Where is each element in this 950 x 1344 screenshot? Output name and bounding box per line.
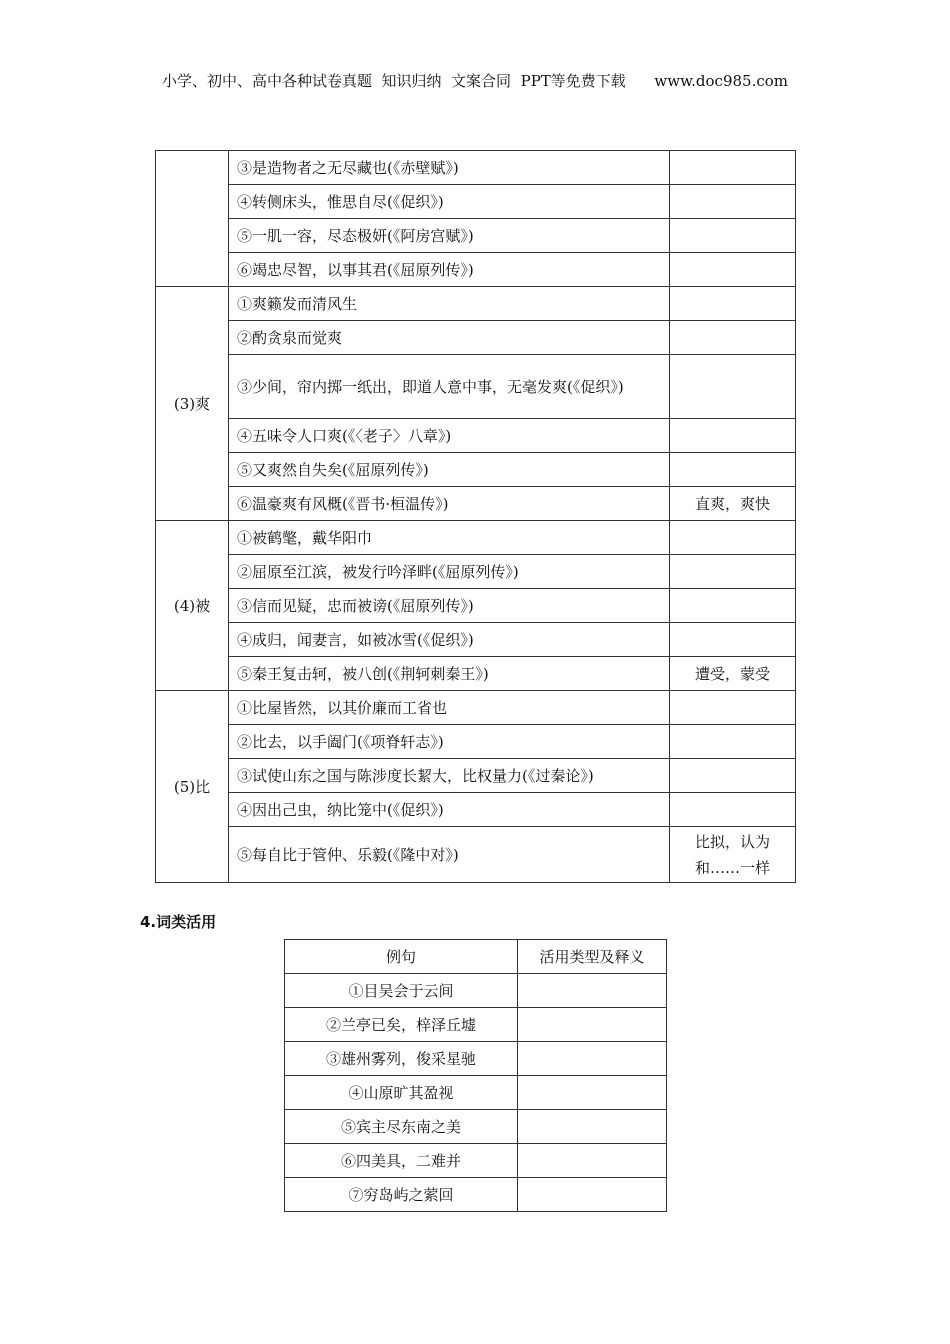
- example-sentence: ④成归，闻妻言，如被冰雪(《促织》): [229, 623, 670, 657]
- example-sentence: ⑥竭忠尽智，以事其君(《屈原列传》): [229, 253, 670, 287]
- example-sentence: ⑥四美具，二难并: [285, 1144, 518, 1178]
- column-header: 例句: [285, 940, 518, 974]
- answer-cell[interactable]: [670, 419, 796, 453]
- example-sentence: ①被鹤氅，戴华阳巾: [229, 521, 670, 555]
- example-sentence: ②比去，以手阖门(《项脊轩志》): [229, 725, 670, 759]
- table-row: [156, 589, 796, 623]
- table-row: [156, 555, 796, 589]
- answer-cell[interactable]: [670, 691, 796, 725]
- example-sentence: ①目吴会于云间: [285, 974, 518, 1008]
- answer-cell[interactable]: [670, 219, 796, 253]
- answer-cell[interactable]: [518, 1144, 667, 1178]
- table-row: [285, 1178, 667, 1212]
- example-sentence: ②兰亭已矣，梓泽丘墟: [285, 1008, 518, 1042]
- answer-cell[interactable]: [518, 1178, 667, 1212]
- table-row: [156, 521, 796, 555]
- table-row: [156, 453, 796, 487]
- table-row: [156, 793, 796, 827]
- answer-cell[interactable]: 遭受，蒙受: [670, 657, 796, 691]
- table-row: [156, 419, 796, 453]
- table-row: [285, 1076, 667, 1110]
- header-url: www.doc985.com: [654, 72, 788, 90]
- answer-cell[interactable]: [518, 1042, 667, 1076]
- example-sentence: ④因出己虫，纳比笼中(《促织》): [229, 793, 670, 827]
- table-row: [156, 355, 796, 419]
- example-sentence: ④五味令人口爽(《〈老子〉八章》): [229, 419, 670, 453]
- answer-cell[interactable]: [670, 253, 796, 287]
- example-sentence: ①爽籁发而清风生: [229, 287, 670, 321]
- answer-cell[interactable]: 比拟，认为和……一样: [670, 827, 796, 883]
- table-row: [156, 287, 796, 321]
- table-row: [285, 974, 667, 1008]
- table-row: [285, 1042, 667, 1076]
- table-row: [156, 691, 796, 725]
- example-sentence: ⑤秦王复击轲，被八创(《荆轲刺秦王》): [229, 657, 670, 691]
- vocabulary-table: [155, 150, 796, 883]
- answer-cell[interactable]: [670, 521, 796, 555]
- answer-cell[interactable]: 直爽，爽快: [670, 487, 796, 521]
- example-sentence: ④转侧床头，惟思自尽(《促织》): [229, 185, 670, 219]
- example-sentence: ⑤一肌一容，尽态极妍(《阿房宫赋》): [229, 219, 670, 253]
- example-sentence: ③信而见疑，忠而被谤(《屈原列传》): [229, 589, 670, 623]
- table-row: [156, 657, 796, 691]
- table-row: [156, 623, 796, 657]
- answer-cell[interactable]: [518, 1008, 667, 1042]
- column-header: 活用类型及释义: [518, 940, 667, 974]
- table-row: [156, 253, 796, 287]
- table-row: [156, 827, 796, 883]
- table-header-row: [285, 940, 667, 974]
- table-row: [285, 1110, 667, 1144]
- table-row: [285, 1144, 667, 1178]
- example-sentence: ⑤又爽然自失矣(《屈原列传》): [229, 453, 670, 487]
- table-row: [156, 487, 796, 521]
- answer-cell[interactable]: [670, 589, 796, 623]
- section-title: 4.词类活用: [140, 913, 217, 931]
- answer-cell[interactable]: [670, 287, 796, 321]
- example-sentence: ⑦穷岛屿之萦回: [285, 1178, 518, 1212]
- answer-cell[interactable]: [670, 623, 796, 657]
- answer-cell[interactable]: [670, 355, 796, 419]
- example-sentence: ③试使山东之国与陈涉度长絜大，比权量力(《过秦论》): [229, 759, 670, 793]
- table-row: [156, 151, 796, 185]
- page-header: [0, 70, 950, 91]
- table-row: [156, 219, 796, 253]
- answer-cell[interactable]: [670, 151, 796, 185]
- example-sentence: ⑤每自比于管仲、乐毅(《隆中对》): [229, 827, 670, 883]
- table-row: [156, 185, 796, 219]
- group-label: (4)被: [156, 521, 229, 691]
- table-row: [285, 1008, 667, 1042]
- example-sentence: ⑤宾主尽东南之美: [285, 1110, 518, 1144]
- example-sentence: ⑥温豪爽有风概(《晋书·桓温传》): [229, 487, 670, 521]
- table-row: [156, 759, 796, 793]
- group-label: (5)比: [156, 691, 229, 883]
- answer-cell[interactable]: [518, 1110, 667, 1144]
- answer-cell[interactable]: [518, 1076, 667, 1110]
- group-label: [156, 151, 229, 287]
- answer-cell[interactable]: [670, 185, 796, 219]
- example-sentence: ③少间，帘内掷一纸出，即道人意中事，无毫发爽(《促织》): [229, 355, 670, 419]
- example-sentence: ②屈原至江滨，被发行吟泽畔(《屈原列传》): [229, 555, 670, 589]
- example-sentence: ④山原旷其盈视: [285, 1076, 518, 1110]
- answer-cell[interactable]: [670, 321, 796, 355]
- answer-cell[interactable]: [670, 453, 796, 487]
- example-sentence: ③是造物者之无尽藏也(《赤壁赋》): [229, 151, 670, 185]
- header-text: 小学、初中、高中各种试卷真题 知识归纳 文案合同 PPT等免费下载: [161, 72, 626, 90]
- example-sentence: ①比屋皆然，以其价廉而工省也: [229, 691, 670, 725]
- table-row: [156, 321, 796, 355]
- answer-cell[interactable]: [670, 555, 796, 589]
- example-sentence: ②酌贪泉而觉爽: [229, 321, 670, 355]
- answer-cell[interactable]: [670, 793, 796, 827]
- example-sentence: ③雄州雾列，俊采星驰: [285, 1042, 518, 1076]
- table-row: [156, 725, 796, 759]
- answer-cell[interactable]: [518, 974, 667, 1008]
- word-class-table: [284, 939, 667, 1212]
- answer-cell[interactable]: [670, 759, 796, 793]
- group-label: (3)爽: [156, 287, 229, 521]
- answer-cell[interactable]: [670, 725, 796, 759]
